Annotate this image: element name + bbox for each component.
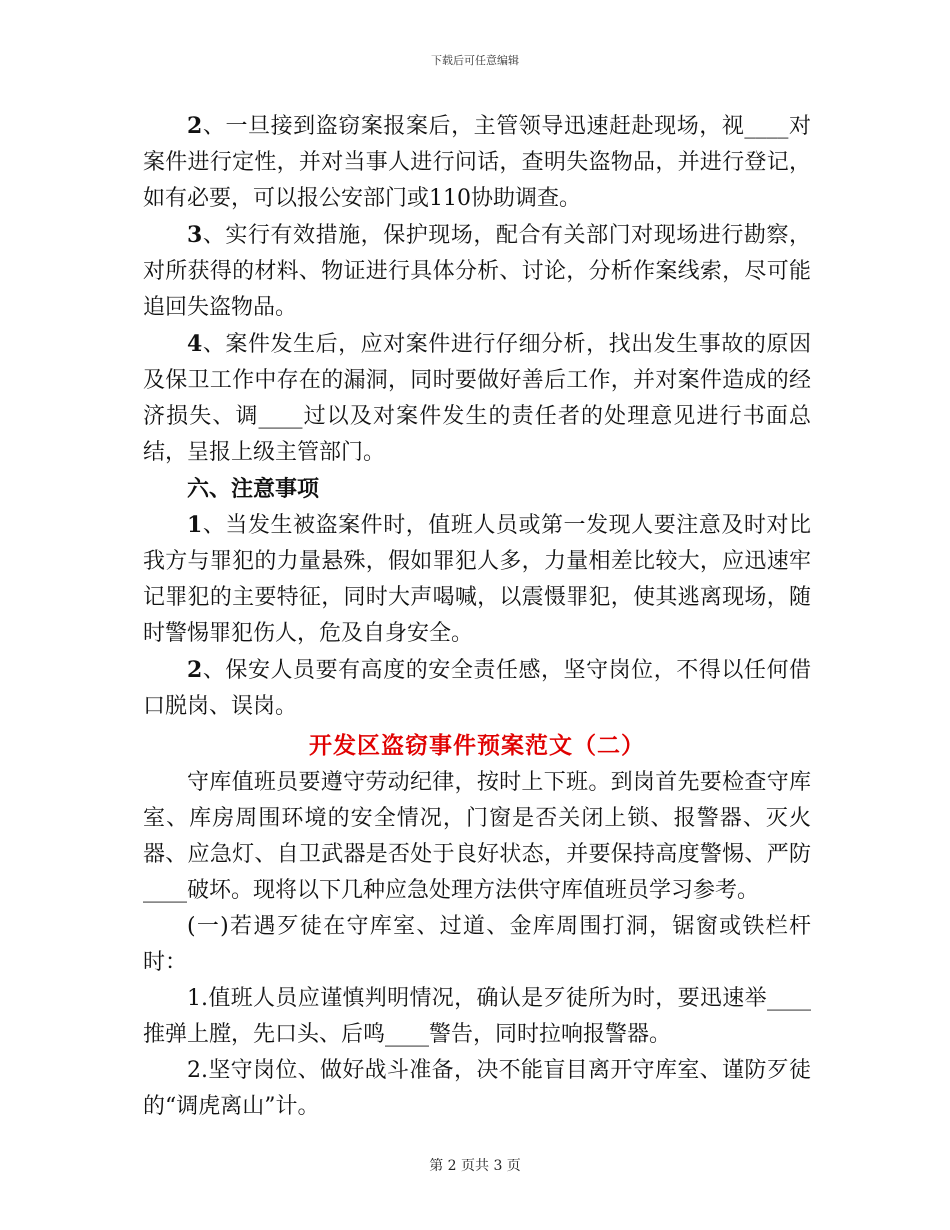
paragraph-text: 、一旦接到盗窃案报案后，主管领导迅速赶赴现场，视____对案件进行定性，并对当事人进行问话，查明失盗物品，并进行登记，如有必要，可以报公安部门或110协助调查。 — [143, 114, 811, 211]
paragraph-text: 、当发生被盗案件时，值班人员或第一发现人要注意及时对比我方与罪犯的力量悬殊，假如罪犯人多，力量相差比较大，应迅速牢记罪犯的主要特征，同时大声喝喊，以震慑罪犯，使其逃离现场，随时警惕罪犯伤人，危及自身安全。 — [143, 513, 811, 646]
paragraph-text: 、保安人员要有高度的安全责任感，坚守岗位，不得以任何借口脱岗、误岗。 — [143, 658, 811, 719]
paragraph-text: 、实行有效措施，保护现场，配合有关部门对现场进行勘察，对所获得的材料、物证进行具体分析、讨论，分析作案线索，尽可能追回失盗物品。 — [143, 223, 811, 320]
paragraph-2 — [143, 108, 811, 217]
paragraph-3 — [143, 217, 811, 326]
paragraph-4 — [143, 326, 811, 471]
step-2 — [143, 1053, 811, 1125]
item-number: 1. — [187, 986, 208, 1011]
document-title: 开发区盗窃事件预案范文（二） — [309, 732, 645, 759]
item-number: 4 — [187, 331, 203, 357]
case-heading: (一)若遇歹徒在守库室、过道、金库周围打洞，锯窗或铁栏杆时： — [143, 914, 811, 975]
precaution-1 — [143, 507, 811, 652]
item-number: 3 — [187, 222, 203, 248]
paragraph-text: 坚守岗位、做好战斗准备，决不能盲目离开守库室、谨防歹徒的“调虎离山”计。 — [143, 1058, 811, 1119]
item-number: 2 — [187, 113, 203, 139]
section-heading: 六、注意事项 — [187, 476, 320, 502]
precaution-2 — [143, 652, 811, 725]
item-number: 1 — [187, 512, 203, 538]
item-number: 2 — [187, 657, 203, 683]
item-number: 2. — [187, 1058, 208, 1083]
document-body — [143, 108, 811, 1125]
paragraph-text: 值班人员应谨慎判明情况，确认是歹徒所为时，要迅速举____推弹上膛，先口头、后鸣____警告，同时拉响报警器。 — [143, 986, 811, 1047]
page-footer: 第 2 页共 3 页 — [429, 1158, 521, 1174]
intro-paragraph: 守库值班员要遵守劳动纪律，按时上下班。到岗首先要检查守库室、库房周围环境的安全情况，门窗是否关闭上锁、报警器、灭火器、应急灯、自卫武器是否处于良好状态，并要保持高度警惕、严防____破坏。现将以下几种应急处理方法供守库值班员学习参考。 — [143, 770, 811, 903]
step-1 — [143, 981, 811, 1053]
page-header: 下载后可任意编辑 — [431, 54, 519, 67]
paragraph-text: 、案件发生后，应对案件进行仔细分析，找出发生事故的原因及保卫工作中存在的漏洞，同时要做好善后工作，并对案件造成的经济损失、调____过以及对案件发生的责任者的处理意见进行书面总结，呈报上级主管部门。 — [143, 332, 811, 465]
